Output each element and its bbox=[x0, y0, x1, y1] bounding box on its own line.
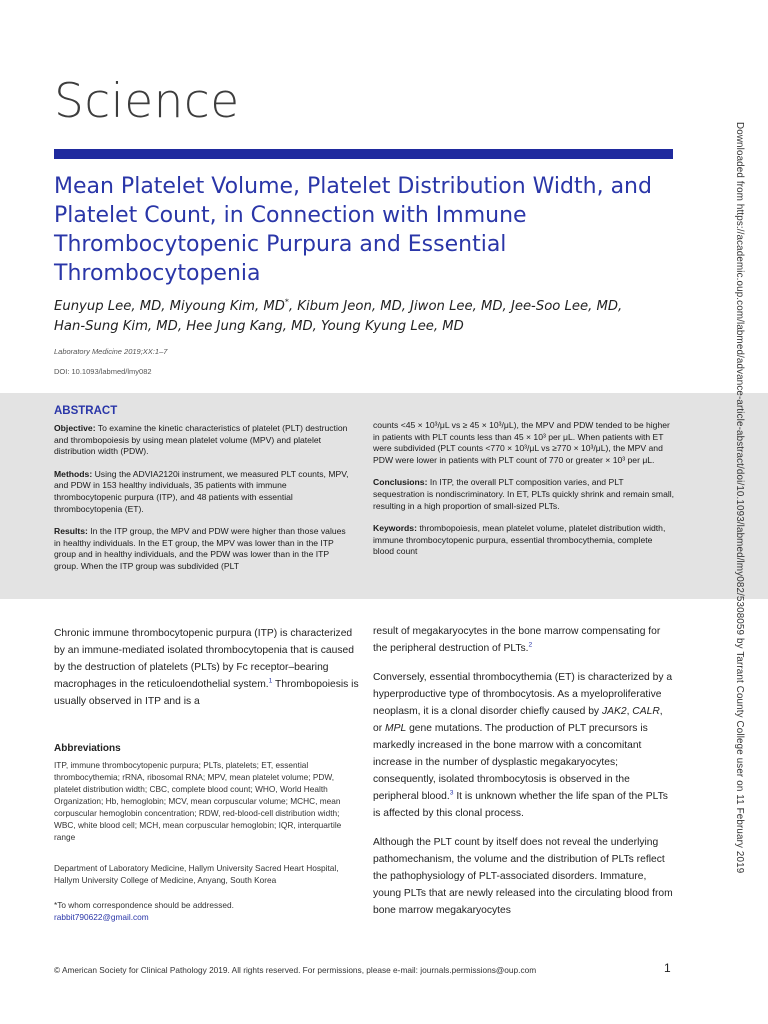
page-number: 1 bbox=[664, 961, 671, 975]
doi: DOI: 10.1093/labmed/lmy082 bbox=[54, 367, 152, 376]
continued-text: result of megakaryocytes in the bone marrow compensating for the peripheral destruction of PLTs. bbox=[373, 626, 661, 654]
download-watermark bbox=[734, 122, 750, 902]
gene-jak2: JAK2 bbox=[601, 706, 627, 717]
et-text-c: It is unknown whether the life span of the PLTs is affected by this clonal process. bbox=[373, 791, 668, 819]
conclusions-label: Conclusions: bbox=[373, 477, 428, 488]
abstract-objective bbox=[54, 423, 351, 458]
author-list bbox=[54, 297, 694, 337]
copyright-footer: © American Society for Clinical Pathology 2019. All rights reserved. For permissions, please e-mail: journals.permissions@oup.com bbox=[54, 965, 537, 975]
body-right-column bbox=[373, 623, 673, 931]
paragraph-continued bbox=[373, 623, 673, 657]
abstract-left-column bbox=[54, 423, 351, 584]
methods-label: Methods: bbox=[54, 468, 93, 479]
et-text-b: gene mutations. The production of PLT precursors is markedly increased in the bone marrow with a concomitant increase in the number of dysplastic megakaryocytes; consequently, isolated thrombocytosis is observed in the peripheral blood. bbox=[373, 723, 648, 802]
gene-separator-2: , or bbox=[373, 706, 663, 734]
intro-paragraph-1 bbox=[54, 625, 359, 710]
abbreviations-heading: Abbreviations bbox=[54, 743, 121, 754]
abstract-conclusions bbox=[373, 477, 675, 512]
abstract-keywords bbox=[373, 523, 675, 558]
conclusions-text: In ITP, the overall PLT composition varies, and PLT sequestration is nondiscriminatory. In ET, PLTs quickly shrink and remain small, resulting in a high proportion of small-sized PLTs. bbox=[373, 477, 675, 511]
abbreviations-list: ITP, immune thrombocytopenic purpura; PLTs, platelets; ET, essential thrombocythemia; rRNA, ribosomal RNA; MPV, mean platelet volume; PDW, platelet distribution width; CBC, complete blood count; WHO, World Health Organization; Hb, hemoglobin; MCV, mean corpuscular volume; MCHC, mean corpuscular hemoglobin concentration; RDW, red-blood-cell distribution width; WBC, white blood cell; MCH, mean corpuscular hemoglobin; IQR, interquartile range bbox=[54, 760, 342, 842]
abstract-results-continued: counts <45 × 10³/μL vs ≥ 45 × 10³/μL), the MPV and PDW tended to be higher in patients with PLT counts less than 45 × 10³ per μL. When patients with ET were subdivided (PLT counts <770 × 10³/μL vs ≥770 × 10³/μL), the MPV and PDW were lower in patients with PLT count of 770 or greater × 10³ per μL. bbox=[373, 420, 670, 465]
results-text: In the ITP group, the MPV and PDW were higher than those values in healthy individuals. In the ET group, the MPV was lower than in the ITP group and in healthy individuals, and the PDW was lower than in the ITP group. When the ITP group was subdivided (PLT bbox=[54, 526, 346, 571]
correspondence-note: *To whom correspondence should be addressed. bbox=[54, 900, 234, 910]
keywords-text: thrombopoiesis, mean platelet volume, platelet distribution width, immune thrombocytopenic purpura, essential thrombocythemia, complete blood count bbox=[373, 523, 666, 557]
citation: Laboratory Medicine 2019;XX:1–7 bbox=[54, 347, 168, 356]
objective-label: Objective: bbox=[54, 423, 96, 433]
objective-text: To examine the kinetic characteristics of platelet (PLT) destruction and thrombopoiesis by using mean platelet volume (MPV) and platelet distribution width (PDW). bbox=[54, 423, 348, 457]
corresponding-author-mark: * bbox=[284, 297, 289, 307]
download-note-text: Downloaded from https://academic.oup.com/labmed/advance-article-abstract/doi/10.1093/labmed/lmy082/5308059 by Tarrant County College user on 11 February 2019 bbox=[734, 122, 745, 874]
abstract-right-column bbox=[373, 420, 675, 569]
abstract-results bbox=[54, 526, 351, 572]
affiliation: Department of Laboratory Medicine, Hallym University Sacred Heart Hospital, Hallym University College of Medicine, Anyang, South Korea bbox=[54, 863, 339, 885]
intro-text: Chronic immune thrombocytopenic purpura (ITP) is characterized by an immune-mediated isolated thrombocytopenia that is caused by the destruction of platelets (PLTs) by Fc receptor–bearing macrophages in the reticuloendothelial system. bbox=[54, 628, 354, 690]
methods-text: Using the ADVIA2120i instrument, we measured PLT counts, MPV, and PDW in 153 healthy individuals, 35 patients with immune thrombocytopenic purpura (ITP), and 48 patients with essential thrombocytopenia (ET). bbox=[54, 468, 349, 514]
correspondence bbox=[54, 899, 359, 923]
et-text-a: Conversely, essential thrombocythemia (ET) is characterized by a hyperproductive type of thrombocytosis. As a myeloproliferative neoplasm, it is a clonal disorder chiefly caused by bbox=[373, 672, 673, 717]
plt-paragraph: Although the PLT count by itself does not reveal the underlying pathomechanism, the volume and the distribution of PLTs reflect the pathophysiology of PLT-associated disorders. Immature, young PLTs that are newly released into the circulating blood from bone marrow megakaryocytes bbox=[373, 837, 673, 916]
authors-line2: Han-Sung Kim, MD, Hee Jung Kang, MD, Young Kyung Lee, MD bbox=[54, 319, 464, 334]
results-label: Results: bbox=[54, 526, 88, 537]
reference-2[interactable]: 2 bbox=[528, 641, 533, 649]
reference-3[interactable]: 3 bbox=[449, 789, 454, 797]
abstract-methods bbox=[54, 469, 351, 515]
gene-calr: CALR bbox=[632, 706, 660, 717]
gene-separator-1: , bbox=[626, 706, 633, 717]
et-paragraph bbox=[373, 669, 673, 822]
abstract-heading: ABSTRACT bbox=[54, 405, 118, 417]
keywords-label: Keywords: bbox=[373, 523, 417, 534]
journal-name: Science bbox=[54, 74, 240, 129]
reference-1[interactable]: 1 bbox=[268, 677, 273, 685]
article-title: Mean Platelet Volume, Platelet Distribution Width, and Platelet Count, in Connection with Immune Thrombocytopenic Purpura and Essential Thrombocytopenia bbox=[54, 174, 652, 286]
correspondence-email[interactable]: rabbit790622@gmail.com bbox=[54, 912, 149, 922]
header-rule bbox=[54, 149, 673, 159]
gene-mpl: MPL bbox=[385, 723, 407, 734]
authors-line1-b: , Kibum Jeon, MD, Jiwon Lee, MD, Jee-Soo Lee, MD, bbox=[288, 299, 623, 314]
authors-line1-a: Eunyup Lee, MD, Miyoung Kim, MD bbox=[54, 299, 285, 314]
intro-text-end: Thrombopoiesis is usually observed in ITP and is a bbox=[54, 679, 359, 707]
body-left-column bbox=[54, 625, 359, 722]
